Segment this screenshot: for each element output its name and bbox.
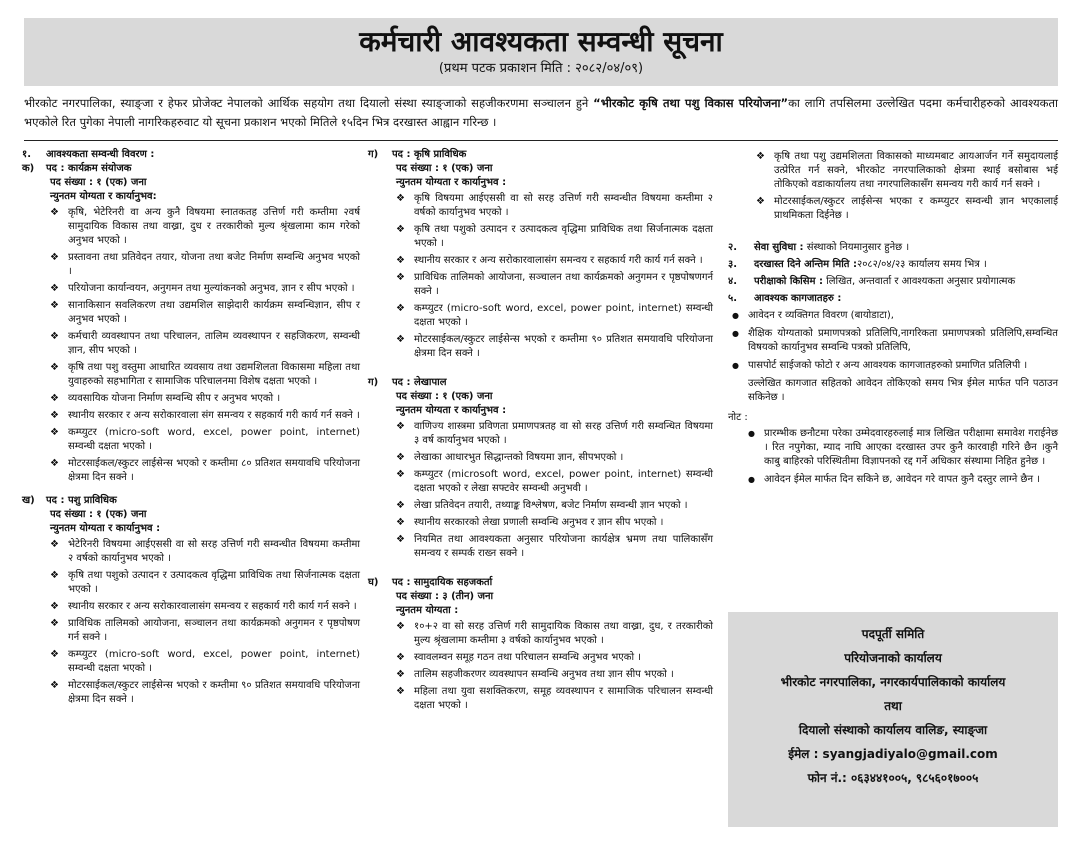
committee-name: पदपूर्ती समिति [861,627,925,641]
list-item: ❖ व्यवसायिक योजना निर्माण सम्वन्धि सीप र अनुभव भएको । [68,392,360,406]
intro-text-1: भीरकोट नगरपालिका, स्याङ्जा र हेफर प्रोजेक्ट नेपालको आर्थिक सहयोग तथा दियालो संस्था स्याङ्जाको सहजीकरणमा सञ्चालन हुने [24,96,594,110]
column-1 [22,148,360,710]
project-name: “भीरकोट कृषि तथा पशु विकास परियोजना” [593,96,789,110]
list-item: ❖ कृषि, भेटेरिनरी वा अन्य कुनै विषयमा स्नातकतह उत्तिर्ण गरी कम्तीमा २वर्ष सामुदायिक विकास तथा वाख्रा, दुध र तरकारीको मुल्य श्रृंखलामा काम गरेको अनुभव भएको । [68,206,360,248]
notes-list [728,427,1058,487]
publish-date: (प्रथम पटक प्रकाशन मिति : २०८२/०४/०९) [438,61,644,76]
list-item: ❖ स्थानीय सरकार र अन्य सरोकारवाला संग समन्वय र सहकार्य गरी कार्य गर्न सक्ने । [68,409,360,423]
list-item: ❖ कृषि तथा पशुको उत्पादन र उत्पादकत्व वृद्धिमा प्राविधिक तथा सिर्जनात्मक दक्षता भएको । [414,223,713,251]
divider [24,140,1058,141]
list-item: ● आवेदन र व्यक्तिगत विवरण (बायोडाटा), [748,309,1058,323]
item-heading: सेवा सुविधा : [754,242,804,253]
list-item: ❖ कृषि तथा पशुको उत्पादन र उत्पादकत्व वृद्धिमा प्राविधिक तथा सिर्जनात्मक दक्षता भएको । [68,569,360,597]
notice-title: कर्मचारी आवश्यकता सम्वन्धी सूचना [359,25,723,58]
list-item: ❖ मोटरसाईकल/स्कुटर लाईसेन्स भएको र कम्तीमा ९० प्रतिशत समयावधि परियोजना क्षेत्रमा दिन सक्ने । [68,679,360,707]
post-count: पद संख्या : १ (एक) जना [396,163,493,174]
post-count: पद संख्या : १ (एक) जना [396,391,493,402]
list-item: ❖ कम्प्युटर (micro-soft word, excel, power point, internet) सम्वन्धी दक्षता भएको । [68,426,360,454]
contact-phone: फोन नं.: ०६३४४१००५, ९८५६०१७००५ [807,771,979,785]
item-number: ४. [728,276,737,287]
conjunction: तथा [884,699,902,713]
list-item: ❖ कर्मचारी व्यवस्थापन तथा परिचालन, तालिम व्यवस्थापन र सहजिकरण, सम्वन्धी ज्ञान, सीप भएको । [68,330,360,358]
column-2 [368,148,713,716]
column-3 [728,148,1058,491]
qualification-heading: न्युनतम योग्यता र कार्यानुभव : [50,523,161,534]
post-title: पद : कृषि प्राविधिक [392,149,467,160]
list-item: ❖ स्वावलम्वन समूह गठन तथा परिचालन सम्वन्धि अनुभव भएको । [414,651,713,665]
list-item: ❖ कृषि तथा पशु वस्तुमा आधारित व्यवसाय तथा उद्यमशिलता विकासमा महिला तथा युवाहरुको सहभागिता र सामाजिक परिचालनमा विशेष दक्षता भएको । [68,361,360,389]
post-title: पद : सामुदायिक सहजकर्ता [392,577,493,588]
item-heading: दरखास्त दिने अन्तिम मिति : [754,259,857,270]
documents-note: उल्लेखित कागजात सहितको आवेदन तोकिएको समय भित्र ईमेल मार्फत पनि पठाउन सकिनेछ । [748,378,1058,403]
item-number: २. [728,242,737,253]
item-heading: आवश्यक कागजातहरु : [754,293,842,304]
list-item: ❖ प्रस्तावना तथा प्रतिवेदन तयार, योजना तथा बजेट निर्माण सम्वन्धि अनुभव भएको । [68,251,360,279]
post-count: पद संख्या : १ (एक) जना [50,177,147,188]
list-item: ❖ तालिम सहजीकरणर व्यवस्थापन सम्वन्धि अनुभव तथा ज्ञान सीप भएको । [414,668,713,682]
post-count: पद संख्या : ३ (तीन) जना [396,591,494,602]
list-item: ❖ स्थानीय सरकारको लेखा प्रणाली सम्वन्धि अनुभव र ज्ञान सीप भएको । [414,516,713,530]
list-item: ❖ सानाकिसान सवलिकरण तथा उद्यमशिल साझेदारी कार्यक्रम सम्वन्धिज्ञान, सीप र अनुभव भएको । [68,299,360,327]
list-item: ❖ कम्प्युटर (micro-soft word, excel, power point, internet) सम्वन्धी दक्षता भएको । [68,648,360,676]
intro-text-2: का लागि तपसिलमा उल्लेखित पदमा कर्मचारीहरुको आवश्यकता भएकोले रित पुगेका नेपाली नागरिकहरुवाट यो सूचना प्रकाशन भएको मितिले १५दिन भित्र दरखास्त आह्वान गरिन्छ । [24,96,1059,129]
item-text: संस्थाको नियमानुसार हुनेछ । [803,242,910,253]
list-item: ❖ लेखाका आधारभुत सिद्धान्तको विषयमा ज्ञान, सीपभएको । [414,451,713,465]
list-item: ❖ महिला तथा युवा सशक्तिकरण, समूह व्यवस्थापन र सामाजिक परिचालन सम्वन्धी दक्षता भएको । [414,685,713,713]
list-item: ● प्रारम्भीक छनौटमा परेका उम्मेदवारहरुलाई मात्र लिखित परीक्षामा समावेश गराईनेछ । रित नपुगेका, म्याद नाघि आएका दरखास्त उपर कुनै कारवाही गरिने छैन ।कुनै काबु बाहिरको परिस्थितीमा विज्ञापनको रद्द गर्ने अधिकार संस्थामा निहित हुनेछ । [764,427,1058,469]
qualification-heading: न्युनतम योग्यता : [396,605,459,616]
item-number: ३. [728,259,737,270]
office-name: परियोजनाको कार्यालय [844,651,942,665]
list-item: ❖ मोटरसाईकल/स्कुटर लाईसेन्स भएका र कम्प्युटर सम्वन्धी ज्ञान भएकालाई प्राथमिकता दिईनेछ । [774,195,1058,223]
qualification-list [368,192,713,361]
post-label: घ) [368,577,379,588]
section-number: १. [22,149,31,160]
qualification-list [368,420,713,561]
list-item: ❖ प्राविधिक तालिमको आयोजना, सञ्चालन तथा कार्यक्रमको अनुगमन र पृष्ठपोषण गर्न सक्ने । [68,617,360,645]
post-label: ख) [22,495,35,506]
list-item: ❖ प्राविधिक तालिमको आयोजना, सञ्चालन तथा कार्यक्रमको अनुगमन र पृष्ठपोषणगर्न सक्ने । [414,271,713,299]
post-title: पद : कार्यक्रम संयोजक [46,163,132,174]
list-item: ❖ कम्प्युटर (micro-soft word, excel, power point, internet) सम्वन्धी दक्षता भएको । [414,302,713,330]
list-item: ❖ मोटरसाईकल/स्कुटर लाईसेन्स भएको र कम्तीमा ९० प्रतिशत समयावधि परियोजना क्षेत्रमा दिन सक्ने । [414,333,713,361]
qualification-heading: न्युनतम योग्यता र कार्यानुभव: [50,191,157,202]
post-label: ग) [368,149,379,160]
contact-email: ईमेल : syangjadiyalo@gmail.com [788,747,998,761]
list-item: ❖ नियमित तथा आवश्यकता अनुसार परियोजना कार्यक्षेत्र भ्रमण तथा पालिकासँग समन्वय र सम्पर्क राख्न सक्ने । [414,533,713,561]
post-count: पद संख्या : १ (एक) जना [50,509,147,520]
post-label: क) [22,163,35,174]
list-item: ❖ मोटरसाईकल/स्कुटर लाईसेन्स भएको र कम्तीमा ८० प्रतिशत समयावधि परियोजना क्षेत्रमा दिन सक्ने । [68,457,360,485]
qualification-list [368,620,713,713]
list-item: ❖ लेखा प्रतिवेदन तयारी, तथ्याङ्क विश्लेषण, बजेट निर्माण सम्वन्धी ज्ञान भएको । [414,499,713,513]
committee-box [728,612,1058,827]
qualification-heading: न्युनतम योग्यता र कार्यानुभव : [396,177,507,188]
list-item: ❖ भेटेरिनरी विषयमा आईएससी वा सो सरह उत्तिर्ण गरी सम्वन्धीत विषयमा कम्तीमा २ वर्षको कार्यानुभव भएको । [68,538,360,566]
municipality-office: भीरकोट नगरपालिका, नगरकार्यपालिकाको कार्यालय [780,675,1006,689]
list-item: ❖ वाणिज्य शास्त्रमा प्रविणता प्रमाणपत्रतह वा सो सरह उत्तिर्ण गरी सम्वन्धित विषयमा ३ वर्ष कार्यानुभव भएको । [414,420,713,448]
qualification-list [22,538,360,707]
list-item: ● शैक्षिक योग्यताको प्रमाणपत्रको प्रतिलिपि,नागरिकता प्रमाणपत्रको प्रतिलिपि,सम्वन्धित विषयको कार्यानुभव सम्वन्धि पत्रको प्रतिलिपि, [748,327,1058,355]
qualification-list [22,206,360,485]
post-title: पद : पशु प्राविधिक [46,495,117,506]
list-item: ❖ १०+२ वा सो सरह उत्तिर्ण गरी सामुदायिक विकास तथा वाख्रा, दुध, र तरकारीको मुल्य श्रृंखलामा कम्तीमा ३ वर्षको कार्यानुभव भएको । [414,620,713,648]
post-title: पद : लेखापाल [392,377,447,388]
list-item: ● पासपोर्ट साईजको फोटो र अन्य आवश्यक कागजातहरुको प्रमाणित प्रतिलिपी । [748,359,1058,373]
item-text: लिखित, अन्तवार्ता र आवश्यकता अनुसार प्रयोगात्मक [822,276,1016,287]
intro-paragraph [24,94,1058,132]
post-label: ग) [368,377,379,388]
item-text: २०८२/०४/२३ कार्यालय समय भित्र । [857,259,987,270]
diyalo-office: दियालो संस्थाको कार्यालय वालिङ, स्याङ्जा [798,723,988,737]
notice-header [24,18,1058,86]
qualification-list-continued [728,150,1058,223]
item-number: ५. [728,293,737,304]
section-title: आवश्यकता सम्वन्धी विवरण : [46,149,155,160]
list-item: ❖ परियोजना कार्यान्वयन, अनुगमन तथा मुल्यांकनको अनुभव, ज्ञान र सीप भएको । [68,282,360,296]
item-heading: परीक्षाको किसिम : [754,276,823,287]
note-label: नोट : [728,412,748,423]
documents-list [728,309,1058,373]
list-item: ❖ कृषि तथा पशु उद्यमशिलता विकासको माध्यमबाट आयआर्जन गर्ने समुदायलाई उत्प्रेरित गर्न सक्ने, भीरकोट नगरपालिकाको क्षेत्रमा स्थाई बसोबास भई तोकिएको वडाकार्यालय तथा नगरपालिकासँग समन्वय गरी कार्य गर्न सक्ने । [774,150,1058,192]
list-item: ❖ कृषि विषयमा आईएससी वा सो सरह उत्तिर्ण गरी सम्वन्धीत विषयमा कम्तीमा २ वर्षको कार्यानुभव भएको । [414,192,713,220]
qualification-heading: न्युनतम योग्यता र कार्यानुभव : [396,405,507,416]
list-item: ❖ स्थानीय सरकार र अन्य सरोकारवालासंग समन्वय र सहकार्य गरी कार्य गर्न सक्ने । [414,254,713,268]
list-item: ● आवेदन ईमेल मार्फत दिन सकिने छ, आवेदन गरे वापत कुनै दस्तुर लाग्ने छैन । [764,473,1058,487]
list-item: ❖ स्थानीय सरकार र अन्य सरोकारवालासंग समन्वय र सहकार्य गरी कार्य गर्न सक्ने । [68,600,360,614]
list-item: ❖ कम्प्युटर (microsoft word, excel, power point, internet) सम्वन्धी दक्षता भएको र लेखा सफ्टवेर सम्वन्धी अनुभवी । [414,468,713,496]
